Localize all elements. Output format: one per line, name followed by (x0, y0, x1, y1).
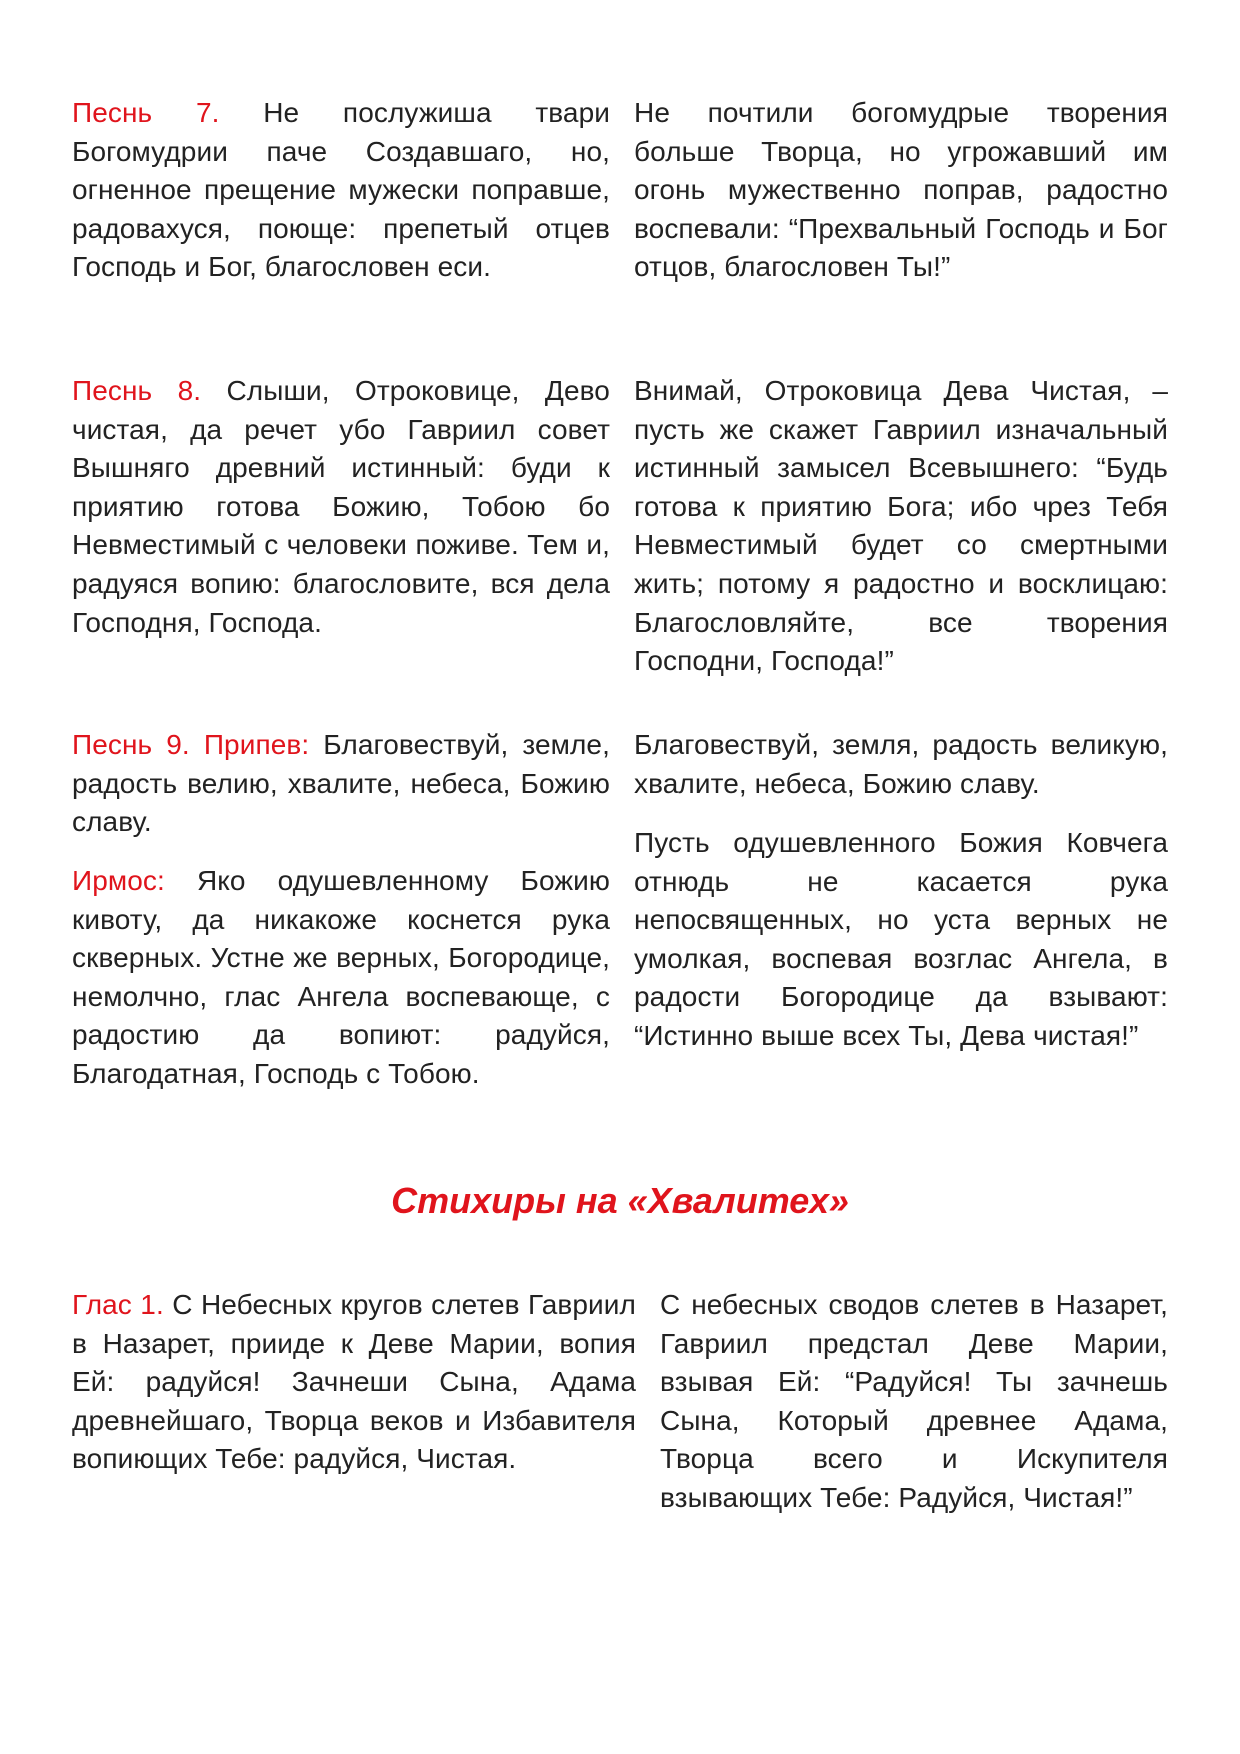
tone1-slavonic-paragraph (72, 1286, 636, 1479)
tone1-russian-paragraph (660, 1286, 1168, 1518)
song9-refrain-russian-paragraph (634, 726, 1168, 803)
song9-refrain-slavonic-paragraph (72, 726, 610, 842)
song8-russian-paragraph (634, 372, 1168, 681)
irmos-slavonic-paragraph (72, 862, 610, 1094)
song7-label: Песнь 7. (72, 97, 220, 128)
irmos-russian-paragraph (634, 824, 1168, 1056)
song7-russian-paragraph (634, 94, 1168, 287)
song8-slavonic-text: Слыши, Отроковице, Дево чистая, да речет убо Гавриил совет Вышняго древний истинный: буди к приятию готова Божию, Тобою бо Невместимый с человеки поживе. Тем и, радуяся вопию: благословите, вся дела Господня, Господа. (72, 375, 610, 638)
tone1-label: Глас 1. (72, 1289, 164, 1320)
tone1-slavonic-text: С Небесных кругов слетев Гавриил в Назарет, прииде к Деве Марии, вопия Ей: радуйся! Зачнеши Сына, Адама древнейшаго, Творца веков и Избавителя вопиющих Тебе: радуйся, Чистая. (72, 1289, 636, 1475)
song9-label: Песнь 9. Припев: (72, 729, 310, 760)
song7-slavonic-text: Не послужиша твари Богомудрии паче Создавшаго, но, огненное прещение мужески поправше, радовахуся, поюще: препетый отцев Господь и Бог, благословен еси. (72, 97, 610, 283)
irmos-slavonic-text: Яко одушевленному Божию кивоту, да никакоже коснется рука скверных. Устне же верных, Богородице, немолчно, глас Ангела воспевающе, с радостию да вопиют: радуйся, Благодатная, Господь с Тобою. (72, 865, 610, 1089)
song8-slavonic-paragraph (72, 372, 610, 642)
song9-refrain-russian-text: Благовествуй, земля, радость великую, хвалите, небеса, Божию славу. (634, 729, 1168, 799)
section-heading: Стихиры на «Хвалитех» (391, 1180, 849, 1221)
irmos-russian-text: Пусть одушевленного Божия Ковчега отнюдь не касается рука непосвященных, но уста верных не умолкая, воспевая возглас Ангела, в радости Богородице да взывают: “Истинно выше всех Ты, Дева чистая!” (634, 827, 1168, 1051)
song7-russian-text: Не почтили богомудрые творения больше Творца, но угрожавший им огонь мужественно поправ, радостно воспевали: “Прехвальный Господь и Бог отцов, благословен Ты!” (634, 97, 1168, 283)
song8-russian-text: Внимай, Отроковица Дева Чистая, – пусть же скажет Гавриил изначальный истинный замысел Всевышнего: “Будь готова к приятию Бога; ибо чрез Тебя Невместимый будет со смертными жить; потому я радостно и восклицаю: Благословляйте, все творения Господни, Господа!” (634, 375, 1168, 677)
song8-label: Песнь 8. (72, 375, 202, 406)
tone1-russian-text: С небесных сводов слетев в Назарет, Гавриил предстал Деве Марии, взывая Ей: “Радуйся! Ты зачнешь Сына, Который древнее Адама, Творца всего и Искупителя взывающих Тебе: Радуйся, Чистая!” (660, 1289, 1168, 1513)
song9-refrain-slavonic-text: Благовествуй, земле, радость велию, хвалите, небеса, Божию славу. (72, 729, 610, 838)
song7-slavonic-paragraph (72, 94, 610, 287)
irmos-label: Ирмос: (72, 865, 165, 896)
